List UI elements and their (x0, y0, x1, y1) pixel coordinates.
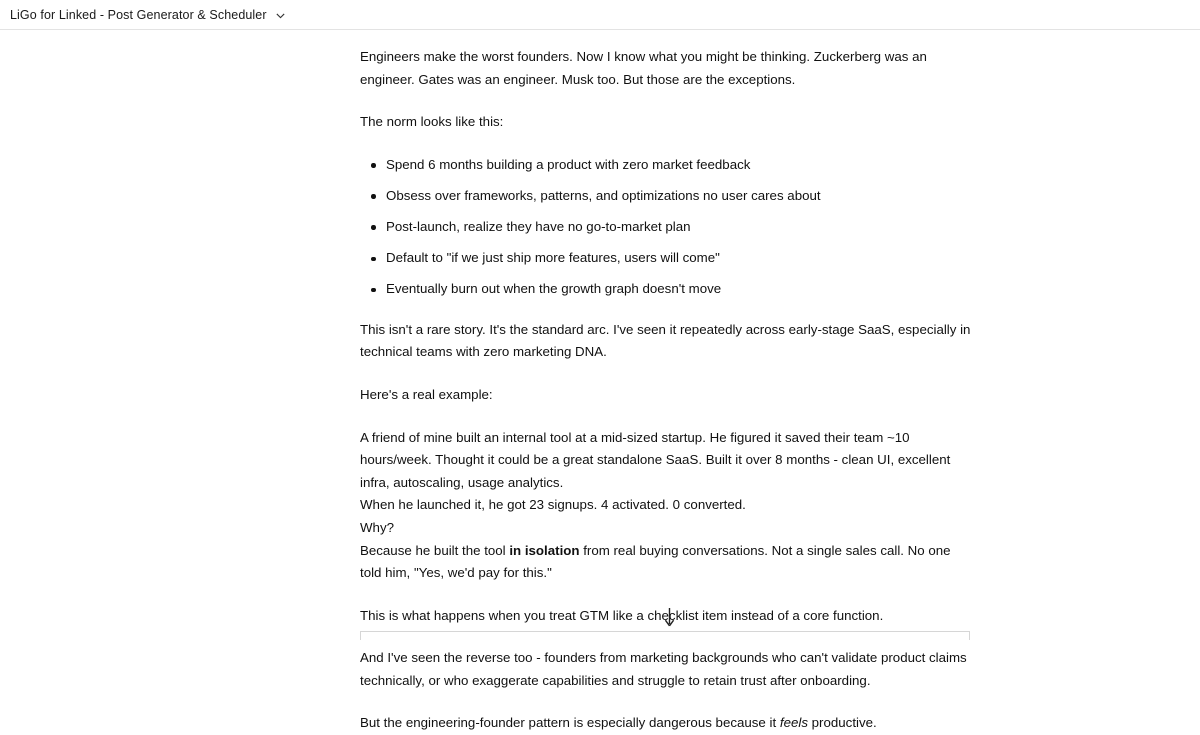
example-line-4-emphasis: in isolation (509, 542, 580, 558)
paragraph-example-lead: Here's a real example: (360, 386, 493, 402)
example-block (360, 427, 975, 585)
paragraph-checklist: This is what happens when you treat GTM like a checklist item instead of a core function. (360, 607, 884, 623)
bottom-panel-edge (360, 631, 970, 640)
app-titlebar (0, 0, 1200, 30)
list-item: Obsess over frameworks, patterns, and optimizations no user cares about (386, 185, 975, 208)
paragraph-last (360, 712, 975, 735)
list-item: Default to "if we just ship more features, users will come" (386, 247, 975, 270)
paragraph-intro: Engineers make the worst founders. Now I know what you might be thinking. Zuckerberg was an engineer. Gates was an engineer. Musk too. But those are the exceptions. (360, 49, 927, 87)
paragraph-last-pre: But the engineering-founder pattern is especially dangerous because it (360, 715, 780, 731)
example-line-3: Why? (360, 519, 394, 535)
example-line-2: When he launched it, he got 23 signups. 4 activated. 0 converted. (360, 497, 746, 513)
chevron-down-icon[interactable] (275, 10, 286, 21)
document-content (0, 30, 1200, 731)
list-item: Post-launch, realize they have no go-to-market plan (386, 216, 975, 239)
example-line-1: A friend of mine built an internal tool at a mid-sized startup. He figured it saved their team ~10 hours/week. Thought it could be a great standalone SaaS. Built it over 8 months - clean UI, excellent infra, autoscaling, usage analytics. (360, 429, 951, 490)
list-item: Eventually burn out when the growth graph doesn't move (386, 278, 975, 301)
bullet-list (360, 154, 975, 301)
example-line-4 (360, 540, 975, 585)
app-title: LiGo for Linked - Post Generator & Scheduler (10, 7, 267, 22)
example-line-4-pre: Because he built the tool (360, 542, 510, 558)
paragraph-norm-lead: The norm looks like this: (360, 114, 504, 130)
paragraph-rare-story: This isn't a rare story. It's the standard arc. I've seen it repeatedly across early-stage SaaS, especially in technical teams with zero marketing DNA. (360, 321, 971, 360)
paragraph-last-post: productive. (807, 715, 877, 731)
paragraph-last-emphasis: feels (779, 715, 808, 731)
paragraph-reverse: And I've seen the reverse too - founders from marketing backgrounds who can't validate product claims technically, or who exaggerate capabilities and struggle to retain trust after onboarding. (360, 650, 967, 688)
example-line-4-post: from real buying conversations. Not a single sales call. No one told him, "Yes, we'd pay for this." (360, 542, 951, 581)
list-item: Spend 6 months building a product with zero market feedback (386, 154, 975, 177)
